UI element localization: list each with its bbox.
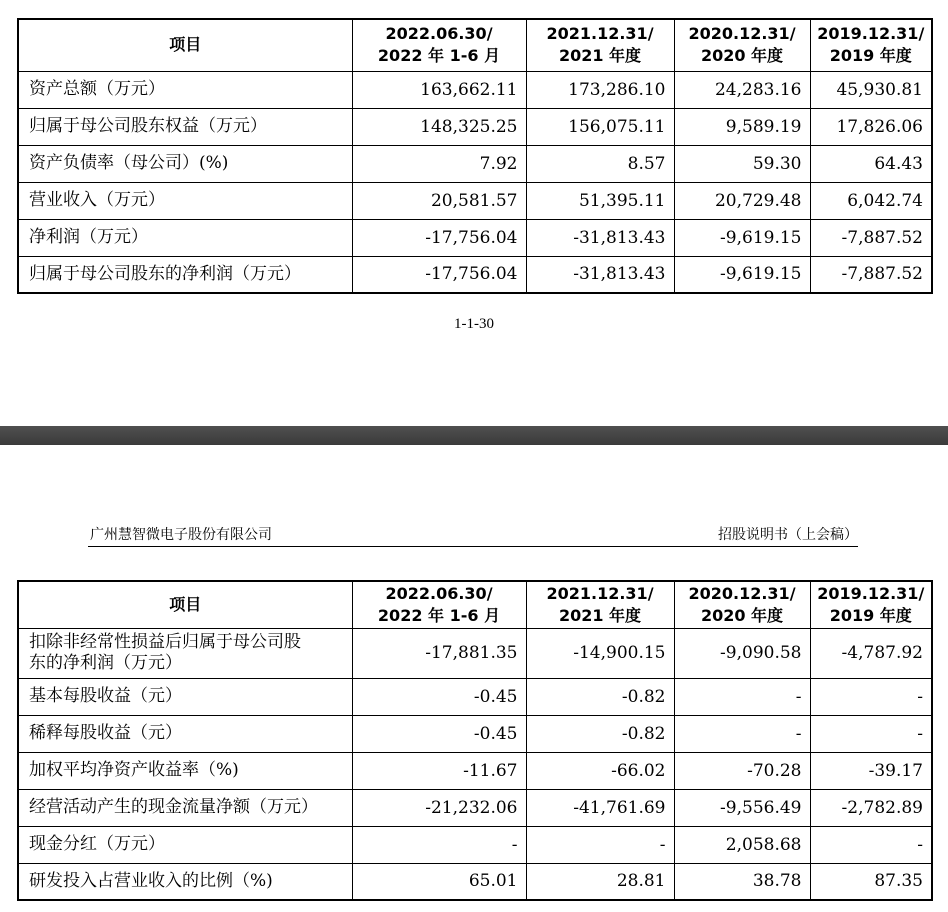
table-row (18, 108, 932, 145)
label-line: 东的净利润（万元） (29, 653, 182, 673)
header-line: 2021.12.31/ (546, 583, 654, 603)
cell-value: -39.17 (810, 752, 932, 789)
header-line: 项目 (169, 594, 202, 614)
label-line: 扣除非经常性损益后归属于母公司股 (29, 632, 301, 652)
row-label: 加权平均净资产收益率（%) (18, 752, 352, 789)
cell-value: 156,075.11 (526, 108, 674, 145)
header-line: 2021.12.31/ (546, 24, 654, 44)
cell-value: -7,887.52 (810, 219, 932, 256)
table-row (18, 715, 932, 752)
row-label: 归属于母公司股东的净利润（万元） (18, 256, 352, 293)
cell-value: -17,756.04 (352, 256, 526, 293)
header-divider (88, 546, 858, 547)
header-cell (810, 581, 932, 628)
header-cell (18, 19, 352, 71)
cell-value: -4,787.92 (810, 628, 932, 678)
table-row (18, 826, 932, 863)
table-row (18, 256, 932, 293)
cell-value: -17,756.04 (352, 219, 526, 256)
financial-table-2 (17, 580, 933, 901)
header-line: 2020.12.31/ (688, 24, 796, 44)
cell-value: - (810, 715, 932, 752)
header-line: 2019.12.31/ (817, 24, 925, 44)
row-label: 稀释每股收益（元） (18, 715, 352, 752)
table-row (18, 752, 932, 789)
cell-value: 20,581.57 (352, 182, 526, 219)
header-line: 2022 年 1-6 月 (377, 605, 501, 625)
cell-value: - (674, 715, 810, 752)
header-line: 2020 年度 (700, 46, 784, 66)
cell-value: -14,900.15 (526, 628, 674, 678)
cell-value: 87.35 (810, 863, 932, 900)
cell-value: -9,090.58 (674, 628, 810, 678)
table-row (18, 863, 932, 900)
cell-value: 24,283.16 (674, 71, 810, 108)
cell-value: -21,232.06 (352, 789, 526, 826)
table-row (18, 219, 932, 256)
header-line: 2022.06.30/ (385, 24, 493, 44)
cell-value: -0.82 (526, 715, 674, 752)
cell-value: -0.45 (352, 715, 526, 752)
header-cell (526, 581, 674, 628)
cell-value: 28.81 (526, 863, 674, 900)
cell-value: 51,395.11 (526, 182, 674, 219)
cell-value: -0.45 (352, 678, 526, 715)
row-label: 净利润（万元） (18, 219, 352, 256)
cell-value: - (526, 826, 674, 863)
cell-value: -9,556.49 (674, 789, 810, 826)
header-cell (810, 19, 932, 71)
cell-value: 45,930.81 (810, 71, 932, 108)
row-label: 资产总额（万元） (18, 71, 352, 108)
header-cell (352, 581, 526, 628)
table-row (18, 628, 932, 678)
header-cell (352, 19, 526, 71)
row-label: 基本每股收益（元） (18, 678, 352, 715)
cell-value: -31,813.43 (526, 219, 674, 256)
row-label: 经营活动产生的现金流量净额（万元） (18, 789, 352, 826)
table-header-row (18, 19, 932, 71)
row-label: 研发投入占营业收入的比例（%) (18, 863, 352, 900)
cell-value: 20,729.48 (674, 182, 810, 219)
cell-value: 8.57 (526, 145, 674, 182)
page-separator (0, 426, 948, 445)
table-row (18, 71, 932, 108)
cell-value: 64.43 (810, 145, 932, 182)
header-line: 2019 年度 (829, 46, 912, 66)
cell-value: -7,887.52 (810, 256, 932, 293)
cell-value: 163,662.11 (352, 71, 526, 108)
cell-value: -2,782.89 (810, 789, 932, 826)
cell-value: -11.67 (352, 752, 526, 789)
cell-value: - (810, 826, 932, 863)
table-row (18, 789, 932, 826)
cell-value: 38.78 (674, 863, 810, 900)
header-line: 2019.12.31/ (817, 583, 925, 603)
header-cell (18, 581, 352, 628)
row-label: 现金分红（万元） (18, 826, 352, 863)
cell-value: - (352, 826, 526, 863)
cell-value: 173,286.10 (526, 71, 674, 108)
cell-value: 7.92 (352, 145, 526, 182)
header-line: 2020 年度 (700, 605, 784, 625)
company-name: 广州慧智微电子股份有限公司 (90, 527, 272, 543)
header-cell (674, 581, 810, 628)
row-label: 归属于母公司股东权益（万元） (18, 108, 352, 145)
header-line: 2022 年 1-6 月 (377, 46, 501, 66)
cell-value: 6,042.74 (810, 182, 932, 219)
header-line: 2021 年度 (558, 46, 642, 66)
cell-value: - (674, 678, 810, 715)
cell-value: -17,881.35 (352, 628, 526, 678)
document-title: 招股说明书（上会稿） (718, 527, 858, 543)
cell-value: 59.30 (674, 145, 810, 182)
table-row (18, 145, 932, 182)
cell-value: 65.01 (352, 863, 526, 900)
cell-value: -41,761.69 (526, 789, 674, 826)
cell-value: -66.02 (526, 752, 674, 789)
page-number: 1-1-30 (454, 316, 494, 332)
cell-value: -9,619.15 (674, 219, 810, 256)
table-row (18, 678, 932, 715)
header-line: 2020.12.31/ (688, 583, 796, 603)
cell-value: 2,058.68 (674, 826, 810, 863)
row-label: 资产负债率（母公司）(%) (18, 145, 352, 182)
cell-value: 148,325.25 (352, 108, 526, 145)
table-row (18, 182, 932, 219)
cell-value: -0.82 (526, 678, 674, 715)
cell-value: -31,813.43 (526, 256, 674, 293)
cell-value: 17,826.06 (810, 108, 932, 145)
header-cell (526, 19, 674, 71)
cell-value: -9,619.15 (674, 256, 810, 293)
table-header-row (18, 581, 932, 628)
row-label (18, 628, 352, 678)
header-line: 2021 年度 (558, 605, 642, 625)
cell-value: 9,589.19 (674, 108, 810, 145)
header-line: 2022.06.30/ (385, 583, 493, 603)
cell-value: - (810, 678, 932, 715)
header-cell (674, 19, 810, 71)
header-line: 2019 年度 (829, 605, 912, 625)
header-line: 项目 (169, 35, 202, 55)
cell-value: -70.28 (674, 752, 810, 789)
row-label: 营业收入（万元） (18, 182, 352, 219)
financial-table-1 (17, 18, 933, 294)
